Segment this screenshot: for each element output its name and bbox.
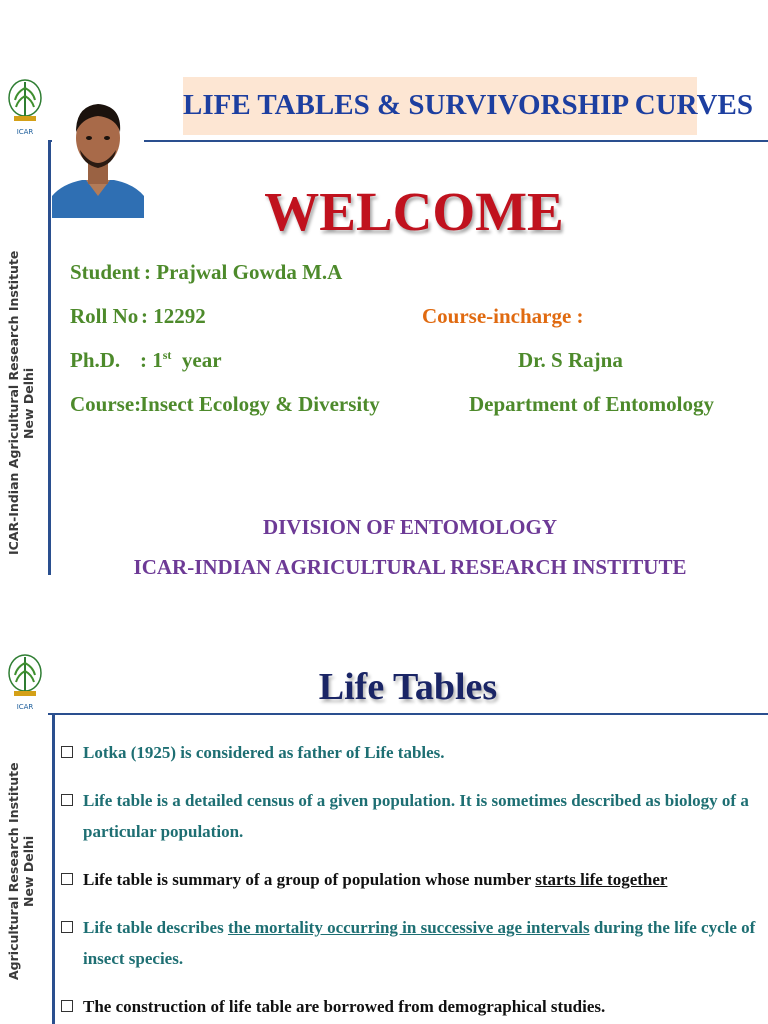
list-item: Lotka (1925) is considered as father of Life tables. [61,737,760,768]
checkbox-bullet-icon [61,794,73,806]
institute-name: ICAR-INDIAN AGRICULTURAL RESEARCH INSTITUTE [133,555,687,575]
department-name: Department of Entomology [469,392,714,416]
degree-value: : 1st year [140,348,222,372]
logo-caption: ICAR [16,128,34,136]
course-label: Course: [70,392,142,416]
course-incharge-name: Dr. S Rajna [518,348,623,372]
slide-welcome [0,72,768,575]
course-value: Insect Ecology & Diversity [140,392,380,416]
roll-value: : 12292 [141,304,206,328]
slide-life-tables [0,645,768,1024]
checkbox-bullet-icon [61,746,73,758]
list-item: Life table is a detailed census of a given population. It is sometimes described as biology of a particular population. [61,785,760,847]
checkbox-bullet-icon [61,1000,73,1012]
icar-logo [6,651,44,715]
slide-title: Life Tables [318,666,498,708]
underlined-phrase: the mortality occurring in successive age intervals [227,918,590,937]
student-label: Student [70,260,141,284]
welcome-heading: WELCOME [264,181,564,242]
list-item: Life table is summary of a group of population whose number starts life together [61,864,760,895]
slide-title: LIFE TABLES & SURVIVORSHIP CURVES [183,89,754,121]
roll-label: Roll No [70,304,139,328]
institute-vertical-label: ICAR-Indian Agricultural Research Institute New Delhi [6,250,36,556]
logo-caption: ICAR [16,703,34,711]
list-item: Life table describes the mortality occurring in successive age intervals during the life cycle of insect species. [61,912,760,974]
content-area [52,715,768,1024]
bullet-list [61,737,760,1024]
checkbox-bullet-icon [61,921,73,933]
list-item: The construction of life table are borrowed from demographical studies. [61,991,760,1022]
degree-label: Ph.D. [70,348,121,372]
slide-title-box [183,77,754,135]
student-value: : Prajwal Gowda M.A [144,260,343,284]
underlined-phrase: starts life together [535,870,668,889]
division-name: DIVISION OF ENTOMOLOGY [262,515,558,539]
icar-logo [6,76,44,140]
header-rule [50,140,768,142]
institute-vertical-label: Agricultural Research Institute New Delhi [6,762,36,981]
course-incharge-label: Course-incharge : [422,304,584,328]
checkbox-bullet-icon [61,873,73,885]
